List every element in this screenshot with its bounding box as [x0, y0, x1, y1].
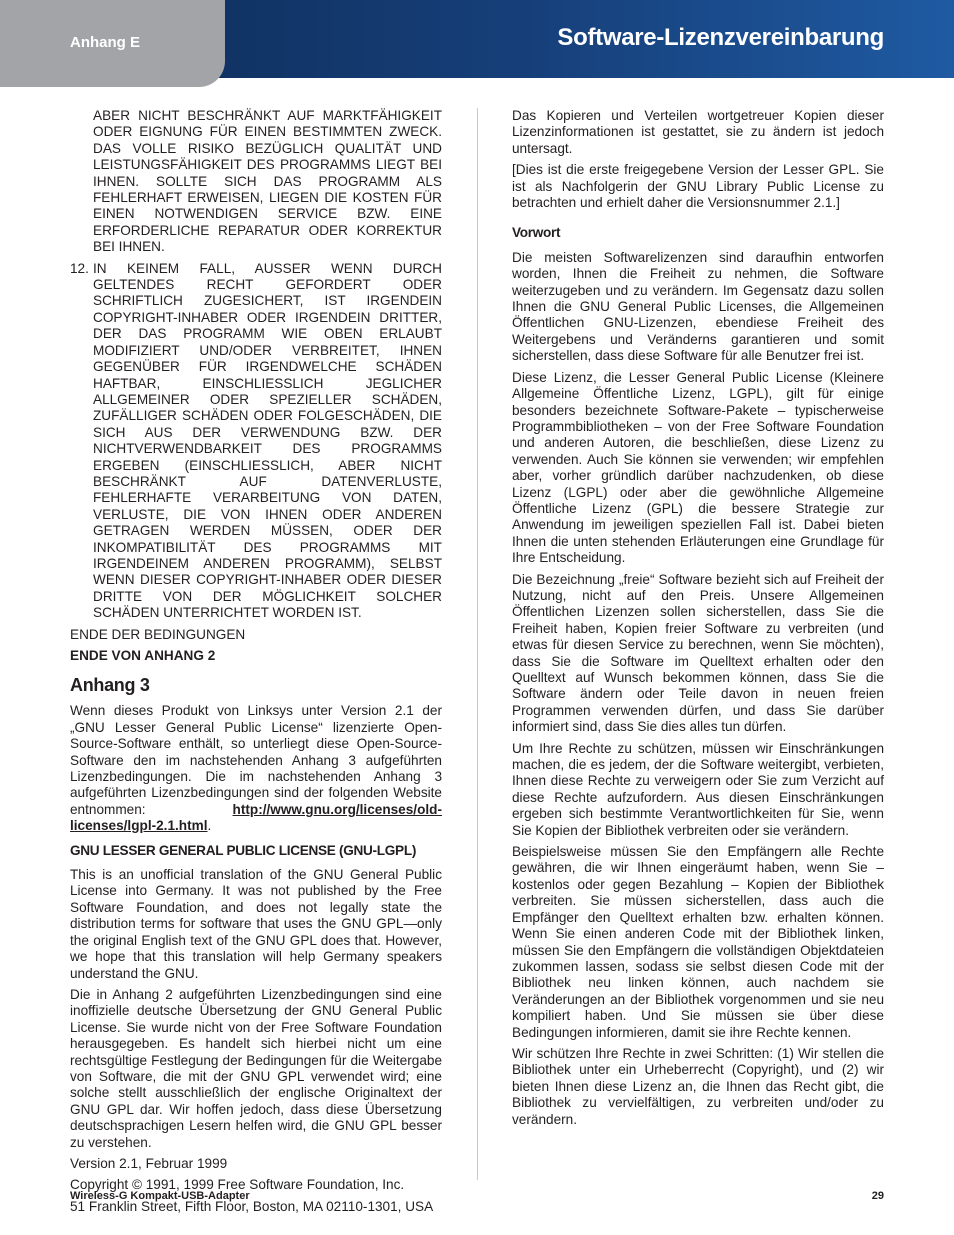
- paragraph-5: Beispielsweise müssen Sie den Empfängern alle Rechte gewähren, die wir Ihnen eingeräumt haben, wenn Sie – kostenlos oder gegen Bezahlung – Kopien der Bibliothek verbreiten. Sie müssen sicherstellen, dass auch die Empfänger den Quelltext erhalten bzw. erhalten können. Wenn Sie einen anderen Code mit der Bibliothek linken, müssen Sie den Empfängern die vollständigen Objektdateien zukommen lassen, sodass sie selbst diesen Code mit der Bibliothek neu linken können, auch nachdem sie Veränderungen an der Bibliothek vorgenommen und sie neu kompiliert haben. Und Sie müssen sie über diese Bedingungen informieren, damit sie ihre Rechte kennen.: [512, 844, 884, 1040]
- paragraph-anhang-2: Die in Anhang 2 aufgeführten Lizenzbedingungen sind eine inoffizielle deutsche Übersetzung der GNU General Public License. Sie wurde nicht von der Free Software Foundation herausgegeben. Es handelt sich hierbei nicht um eine rechtsgültige Festlegung der Bedingungen für die Weitergabe von Software, die mit der GNU GPL verwendet wird; eine solche stellt ausschließlich der englische Originaltext der GNU GPL dar. Wir hoffen jedoch, dass diese Übersetzung deutschsprachigen Lesern helfen wird, die GNU GPL besser zu verstehen.: [70, 986, 442, 1150]
- paragraph-4: Um Ihre Rechte zu schützen, müssen wir Einschränkungen machen, die es jedem, der die Software weitergibt, verbieten, Ihnen diese Rechte zu verweigern oder Sie zum Verzicht auf diese Rechte aufzufordern. Aus diesen Einschränkungen ergeben sich bestimmte Verantwortlichkeiten für Sie, wenn Sie Kopien der Bibliothek verbreiten oder sie verändern.: [512, 740, 884, 838]
- heading-lgpl: GNU LESSER GENERAL PUBLIC LICENSE (GNU-LGPL): [70, 842, 417, 858]
- list-item-12: [70, 261, 442, 622]
- paragraph-1: Die meisten Softwarelizenzen sind daraufhin entworfen worden, Ihnen die Freiheit zu nehmen, die Software weiterzugeben und zu verändern. Im Gegensatz dazu sollen Ihnen die GNU General Public Licenses, die Allgemeinen Öffentlichen GNU-Lizenzen, ebendiese Freiheit des Weitergebens und Veränderns garantieren und somit sicherstellen, dass diese Software für alle Benutzer frei ist.: [512, 249, 884, 364]
- version-line: Version 2.1, Februar 1999: [70, 1155, 228, 1171]
- appendix-label: Anhang E: [70, 34, 140, 51]
- paragraph-2: Diese Lizenz, die Lesser General Public License (Kleinere Allgemeine Öffentliche Lizenz, LGPL), gilt für einige besonders bezeichnete Software-Pakete – typischerweise Programmbibliotheken – von der Free Software Foundation und anderen Autoren, die beschließen, diese Lizenz zu verwenden. Auch Sie können sie verwenden; wir empfehlen aber, vorher gründlich darüber nachzudenken, ob diese Lizenz (LGPL) oder aber die gewöhnliche Allgemeine Öffentliche Lizenz (GPL) die bessere Strategie zur Anwendung im jeweiligen speziellen Fall ist. Dabei bieten Ihnen die unten stehenden Erläuterungen eine Grundlage für Ihre Entscheidung.: [512, 369, 884, 566]
- end-appendix: ENDE VON ANHANG 2: [70, 648, 216, 663]
- intro-period: .: [207, 818, 212, 834]
- list-item-11-continuation: ABER NICHT BESCHRÄNKT AUF MARKTFÄHIGKEIT ODER EIGNUNG FÜR EINEN BESTIMMTEN ZWECK. DAS VOLLE RISIKO BEZÜGLICH QUALITÄT UND LEISTUNGSFÄHIGKEIT DES PROGRAMMS LIEGT BEI IHNEN. SOLLTE SICH DAS PROGRAMM ALS FEHLERHAFT ERWEISEN, LIEGEN DIE KOSTEN FÜR EINEN NOTWENDIGEN SERVICE BZW. EINE ERFORDERLICHE REPARATUR ODER KORREKTUR BEI IHNEN.: [93, 108, 442, 255]
- right-column: [512, 108, 884, 1133]
- intro-paragraph: [70, 703, 442, 834]
- list-text: IN KEINEM FALL, AUSSER WENN DURCH GELTENDES RECHT GEFORDERT ODER SCHRIFTLICH ZUGESICHERT, IST IRGENDEIN COPYRIGHT-INHABER ODER IRGENDEIN DRITTER, DER DAS PROGRAMM WIE OBEN ERLAUBT MODIFIZIERT UND/ODER VERBREITET, IHNEN GEGENÜBER FÜR IRGENDWELCHE SCHÄDEN HAFTBAR, EINSCHLIESSLICH JEGLICHER ALLGEMEINER ODER SPEZIELLER SCHÄDEN, ZUFÄLLIGER SCHÄDEN ODER FOLGESCHÄDEN, DIE SICH AUS DER VERWENDUNG BZW. DER NICHTVERWENDBARKEIT DES PROGRAMMS ERGEBEN (EINSCHLIESSLICH, ABER NICHT BESCHRÄNKT AUF DATENVERLUSTE, FEHLERHAFTE VERARBEITUNG VON DATEN, VERLUSTE, DIE VON IHNEN ODER ANDEREN GETRAGEN WERDEN MÜSSEN, ODER DER INKOMPATIBILITÄT DES PROGRAMMS MIT IRGENDEINEM ANDEREN PROGRAMM), SELBST WENN DIESER COPYRIGHT-INHABER ODER DIESER DRITTE VON DER MÖGLICHKEIT SOLCHER SCHÄDEN UNTERRICHTET WORDEN IST.: [93, 260, 442, 621]
- end-conditions: ENDE DER BEDINGUNGEN: [70, 626, 246, 642]
- address-line: 51 Franklin Street, Fifth Floor, Boston, MA 02110-1301, USA: [70, 1198, 434, 1214]
- page-title: Software-Lizenzvereinbarung: [557, 24, 884, 51]
- paragraph-copy: Das Kopieren und Verteilen wortgetreuer Kopien dieser Lizenzinformationen ist gestattet, sie zu ändern ist jedoch untersagt.: [512, 108, 884, 156]
- heading-vorwort: Vorwort: [512, 225, 561, 241]
- footer-product: Wireless-G Kompakt-USB-Adapter: [70, 1190, 250, 1202]
- column-divider: [477, 108, 478, 1180]
- page-number: 29: [871, 1190, 884, 1202]
- list-number: 12.: [70, 260, 89, 276]
- left-column: [70, 108, 442, 1220]
- lgpl-link[interactable]: http://www.gnu.org/licenses/old-licenses/lgpl-2.1.html: [70, 801, 442, 834]
- intro-text: Wenn dieses Produkt von Linksys unter Version 2.1 der „GNU Lesser General Public License“ lizenzierte Open-Source-Software enthält, so unterliegt diese Open-Source-Software den im nachstehenden Anhang 3 aufgeführten Lizenzbedingungen. Die im nachstehenden Anhang 3 aufgeführten Lizenzbedingungen sind der folgenden Website entnommen:: [70, 703, 442, 817]
- paragraph-first-version: [Dies ist die erste freigegebene Version der Lesser GPL. Sie ist als Nachfolgerin der GNU Library Public License zu betrachten und erhielt daher die Versionsnummer 2.1.]: [512, 162, 884, 211]
- page-header: [0, 0, 954, 87]
- paragraph-unofficial: This is an unofficial translation of the GNU General Public License into Germany. It was not published by the Free Software Foundation, and does not legally state the distribution terms for software that uses the GNU GPL—only the original English text of the GNU GPL does that. However, we hope that this translation will help Germany speakers understand the GNU.: [70, 867, 442, 981]
- heading-anhang-3: Anhang 3: [70, 675, 150, 696]
- copyright-line: Copyright © 1991, 1999 Free Software Foundation, Inc.: [70, 1177, 405, 1193]
- paragraph-3: Die Bezeichnung „freie“ Software bezieht sich auf Freiheit der Nutzung, nicht auf den Preis. Unsere Allgemeinen Öffentlichen Lizenzen sollen sicherstellen, dass Sie die Freiheit haben, Kopien freier Software zu verbreiten (und etwas für diesen Service zu berechnen, wenn Sie möchten), dass Sie die Software im Quelltext erhalten oder den Quelltext auf Wunsch bekommen können, dass Sie die Software ändern oder Teile davon in neuen freien Programmen verwenden dürfen, und dass Sie darüber informiert sind, dass Sie dies alles tun dürfen.: [512, 571, 884, 735]
- paragraph-6: Wir schützen Ihre Rechte in zwei Schritten: (1) Wir stellen die Bibliothek unter ein Urheberrecht (Copyright), und (2) wir bieten Ihnen diese Lizenz an, die Ihnen das Recht gibt, die Bibliothek zu vervielfältigen, zu verbreiten und/oder zu verändern.: [512, 1045, 884, 1127]
